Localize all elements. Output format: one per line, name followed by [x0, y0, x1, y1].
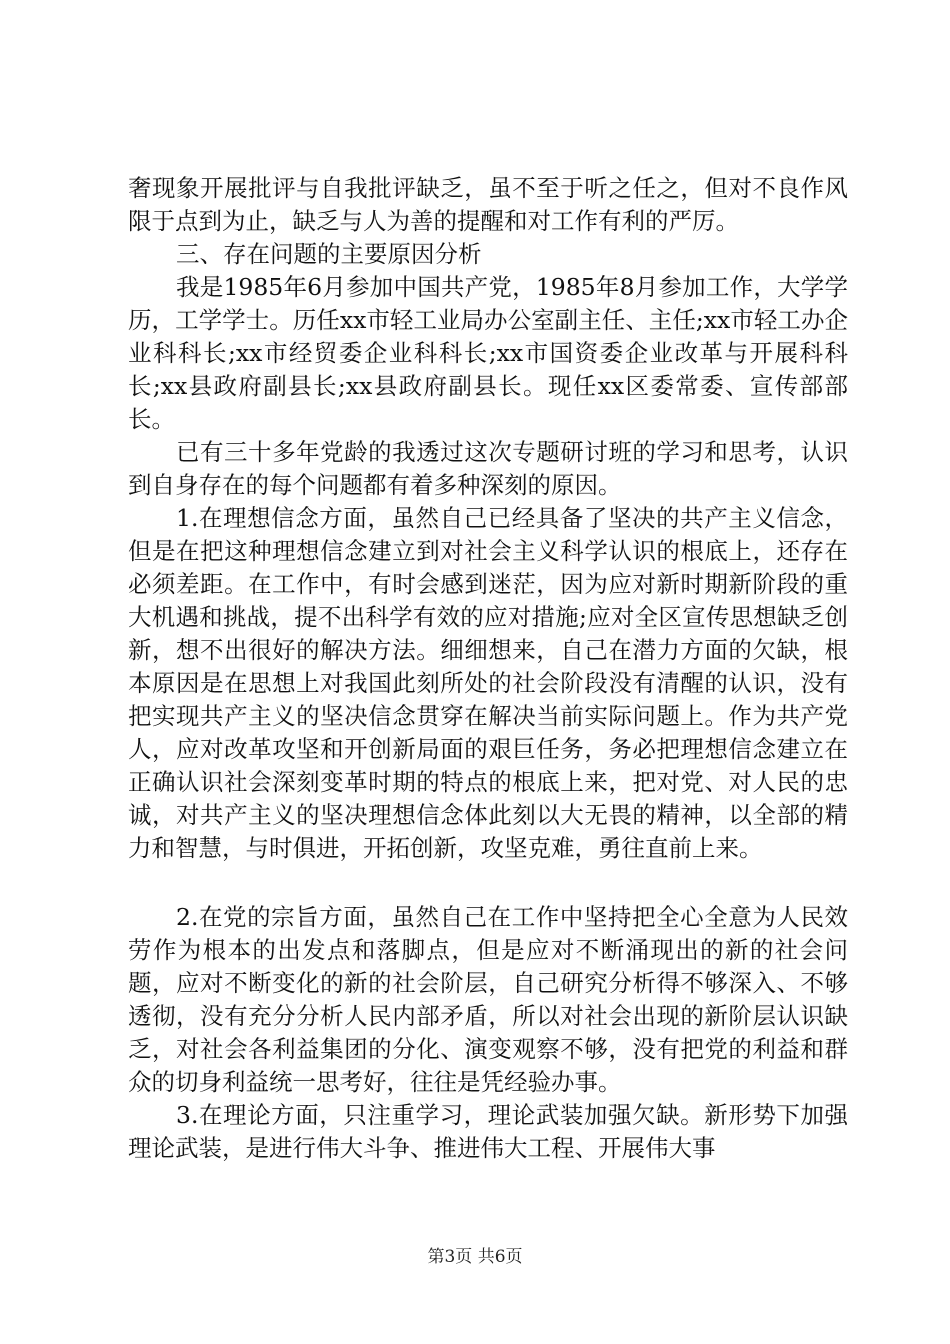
paragraph-point-2: 2.在党的宗旨方面，虽然自己在工作中坚持把全心全意为人民效劳作为根本的出发点和落脚点，但是应对不断涌现出的新的社会问题，应对不断变化的新的社会阶层，自己研究分析得不够深入、不够透彻，没有充分分析人民内部矛盾，所以对社会出现的新阶层认识缺乏，对社会各利益集团的分化、演变观察不够，没有把党的利益和群众的切身利益统一思考好，往往是凭经验办事。 [128, 903, 848, 1096]
section-heading: 三、存在问题的主要原因分析 [176, 240, 482, 268]
paragraph-intro: 已有三十多年党龄的我透过这次专题研讨班的学习和思考，认识到自身存在的每个问题都有着多种深刻的原因。 [128, 438, 848, 499]
document-body [128, 172, 848, 1165]
paragraph-biography: 我是1985年6月参加中国共产党，1985年8月参加工作，大学学历，工学学士。历任xx市轻工业局办公室副主任、主任;xx市轻工办企业科科长;xx市经贸委企业科科长;xx市国资委企业改革与开展科科长;xx县政府副县长;xx县政府副县长。现任xx区委常委、宣传部部长。 [128, 273, 848, 433]
paragraph-point-1: 1.在理想信念方面，虽然自己已经具备了坚决的共产主义信念，但是在把这种理想信念建立到对社会主义科学认识的根底上，还存在必须差距。在工作中，有时会感到迷茫，因为应对新时期新阶段的重大机遇和挑战，提不出科学有效的应对措施;应对全区宣传思想缺乏创新，想不出很好的解决方法。细细想来，自己在潜力方面的欠缺，根本原因是在思想上对我国此刻所处的社会阶段没有清醒的认识，没有把实现共产主义的坚决信念贯穿在解决当前实际问题上。作为共产党人，应对改革攻坚和开创新局面的艰巨任务，务必把理想信念建立在正确认识社会深刻变革时期的特点的根底上来，把对党、对人民的忠诚，对共产主义的坚决理想信念体此刻以大无畏的精神，以全部的精力和智慧，与时俱进，开拓创新，攻坚克难，勇往直前上来。 [128, 504, 848, 862]
paragraph-continuation: 奢现象开展批评与自我批评缺乏，虽不至于听之任之，但对不良作风限于点到为止，缺乏与人为善的提醒和对工作有利的严厉。 [128, 174, 848, 235]
page-number-footer: 第3页 共6页 [427, 1247, 523, 1267]
paragraph-spacer [128, 865, 848, 901]
paragraph-point-3: 3.在理论方面，只注重学习，理论武装加强欠缺。新形势下加强理论武装，是进行伟大斗争、推进伟大工程、开展伟大事 [128, 1101, 848, 1162]
